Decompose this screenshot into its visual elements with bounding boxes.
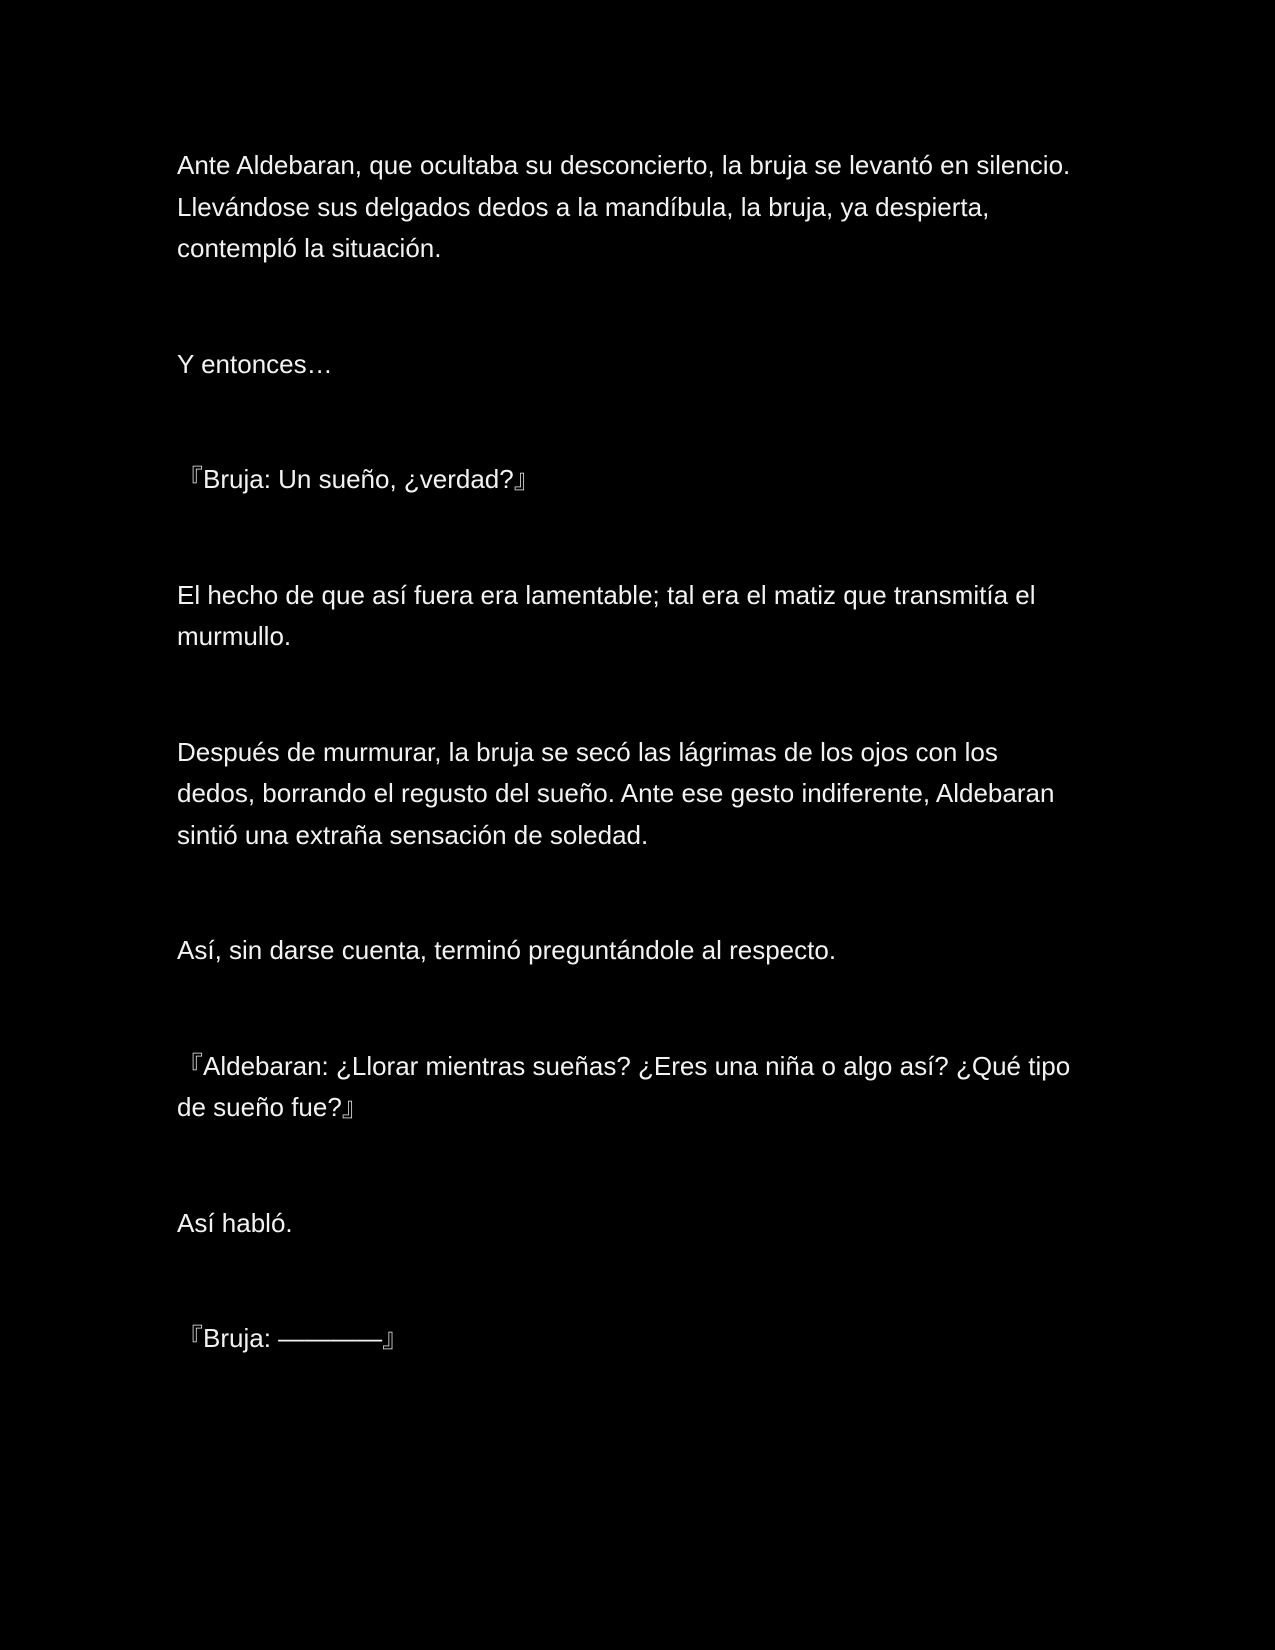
dialogue-line-1: 『Bruja: Un sueño, ¿verdad?』 — [177, 464, 540, 494]
dialogue-line-3: 『Bruja: ————』 — [177, 1323, 409, 1353]
paragraph-2: Y entonces… — [177, 348, 333, 379]
paragraph-3: El hecho de que así fuera era lamentable; tal era el matiz que transmitía el murmullo. — [177, 579, 1036, 651]
dialogue-line-2: 『Aldebaran: ¿Llorar mientras sueñas? ¿Eres una niña o algo así? ¿Qué tipo de sueño fue?』 — [177, 1050, 1071, 1122]
paragraph-6: Así habló. — [177, 1207, 293, 1238]
paragraph-4: Después de murmurar, la bruja se secó las lágrimas de los ojos con los dedos, borrando el regusto del sueño. Ante ese gesto indiferente, Aldebaran sintió una extraña sensación de soledad. — [177, 736, 1055, 850]
paragraph-5: Así, sin darse cuenta, terminó preguntándole al respecto. — [177, 935, 837, 965]
paragraph-1: Ante Aldebaran, que ocultaba su desconcierto, la bruja se levantó en silencio. Llevándose sus delgados dedos a la mandíbula, la bruja, ya despierta, contempló la situación. — [177, 150, 1071, 263]
document-page — [177, 145, 1077, 1360]
